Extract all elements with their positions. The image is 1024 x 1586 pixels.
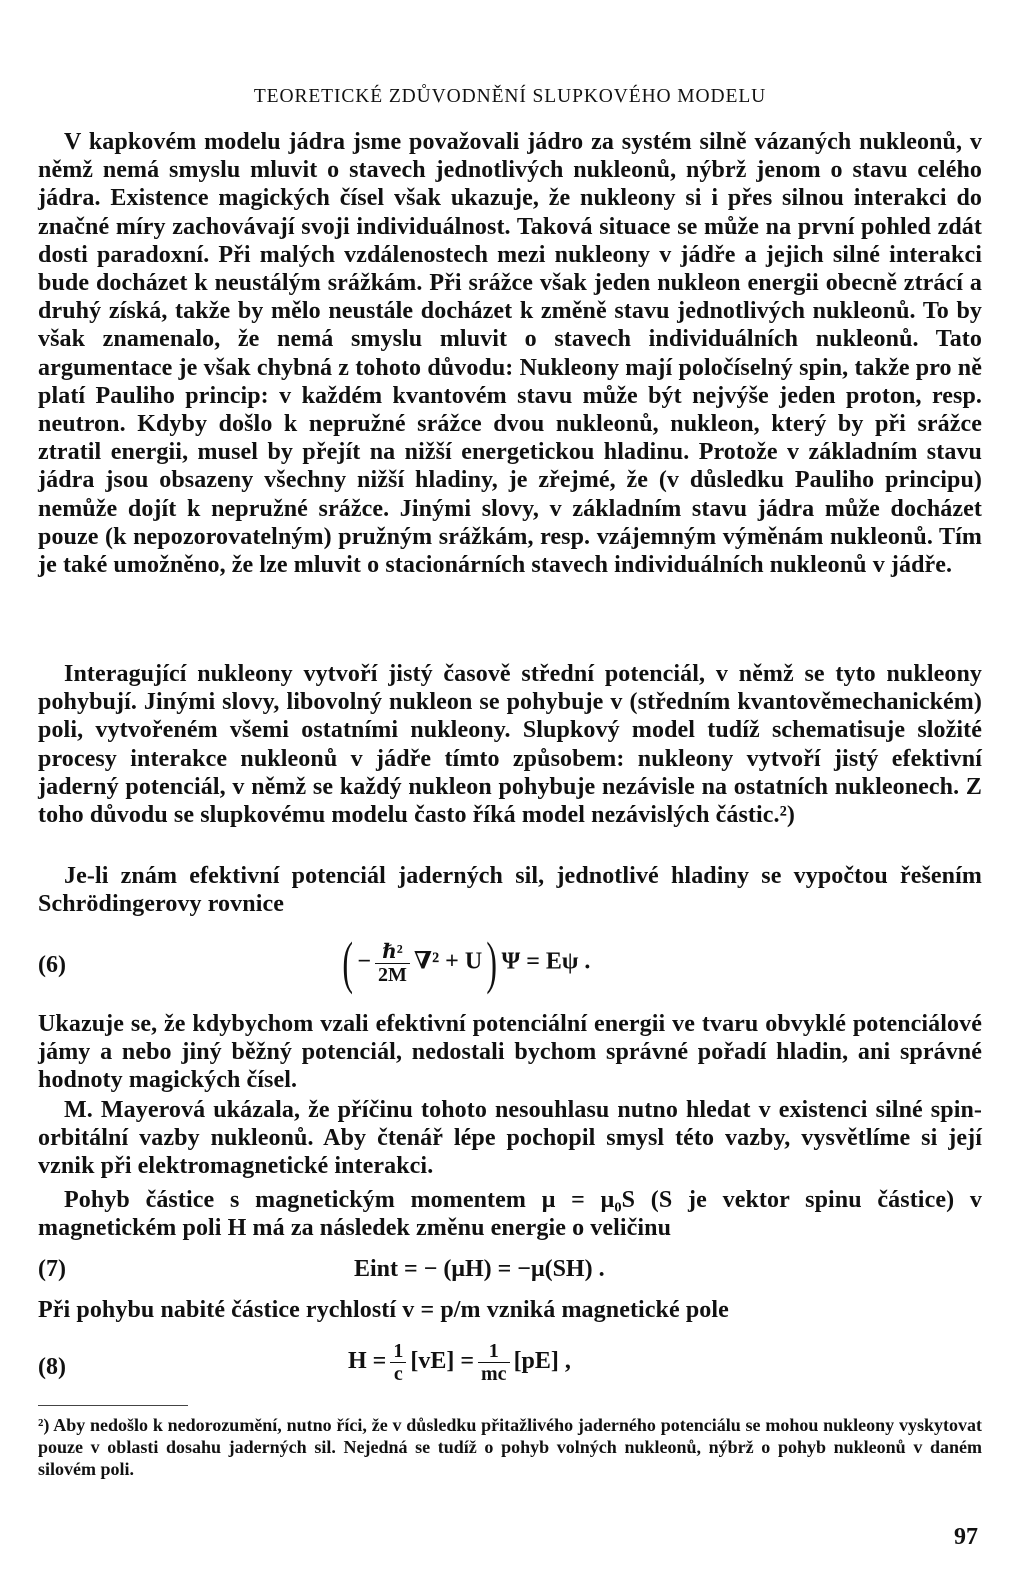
- equation-6: [38, 930, 982, 995]
- equation-6-denominator: 2M: [378, 963, 407, 986]
- footnote-divider: [38, 1405, 188, 1406]
- equation-7-number: (7): [38, 1256, 66, 1282]
- equation-6-number: (6): [38, 952, 66, 978]
- paragraph-4: Ukazuje se, že kdybychom vzali efektivní potenciální energii ve tvaru obvyklé potenciálové jámy a nebo jiný běžný potenciál, nedostali bychom správné pořadí hladin, ani správné hodnoty magických čísel.: [38, 1011, 982, 1094]
- paragraph-6: Pohyb částice s magnetickým momentem μ = μ₀S (S je vektor spinu částice) v magnetickém poli H má za následek změnu energie o veličinu: [38, 1187, 982, 1242]
- equation-8-middle: [vE] =: [410, 1348, 475, 1375]
- equation-8-end: [pE] ,: [513, 1348, 571, 1375]
- footnote: ²) Aby nedošlo k nedorozumění, nutno říci, že v důsledku přitažlivého jaderného potenciálu se mohou nukleony vyskytovat pouze v oblasti dosahu jaderných sil. Nejedná se tudíž o pohyb volných nukleonů, nýbrž o pohyb nukleonů v daném silovém poli.: [38, 1415, 982, 1479]
- equation-8-lhs: H =: [348, 1348, 387, 1375]
- page-header: TEORETICKÉ ZDŮVODNĚNÍ SLUPKOVÉHO MODELU: [253, 86, 767, 107]
- equation-6-numerator: ℏ²: [375, 941, 410, 964]
- equation-7-body: Eint = − (μH) = −μ(SH) .: [354, 1256, 605, 1282]
- paragraph-3: Je-li znám efektivní potenciál jaderných sil, jednotlivé hladiny se vypočtou řešením Schrödingerovy rovnice: [38, 863, 982, 918]
- equation-8-numerator-1: 1: [390, 1340, 406, 1363]
- page: [38, 0, 982, 1586]
- equation-8-denominator-1: c: [393, 1363, 403, 1385]
- equation-8-number: (8): [38, 1354, 66, 1380]
- equation-7: [38, 1256, 982, 1292]
- paragraph-7: Při pohybu nabité částice rychlostí v = p/m vzniká magnetické pole: [38, 1297, 729, 1323]
- equation-8-denominator-2: mc: [481, 1363, 507, 1385]
- equation-6-rhs: Ψ = Eψ .: [501, 948, 591, 975]
- paragraph-2: Interagující nukleony vytvoří jistý časově střední potenciál, v němž se tyto nukleony pohybují. Jinými slovy, libovolný nukleon se pohybuje v (středním kvantověmechanickém) poli, vytvořeném všemi ostatními nukleony. Slupkový model tudíž schematisuje složité procesy interakce nukleonů v jádře tímto způsobem: nukleony vytvoří jistý efektivní jaderný potenciál, v němž se každý nukleon pohybuje nezávisle na ostatních nukleonech. Z toho důvodu se slupkovému modelu často říká model nezávislých částic.²): [38, 661, 982, 829]
- equation-8-numerator-2: 1: [478, 1340, 510, 1363]
- equation-6-operator: ∇² + U: [413, 948, 483, 975]
- equation-8-body: [348, 1340, 571, 1385]
- paragraph-1: V kapkovém modelu jádra jsme považovali jádro za systém silně vázaných nukleonů, v němž nemá smyslu mluvit o stavech jednotlivých nukleonů, nýbrž jenom o stavu celého jádra. Existence magických čísel však ukazuje, že nukleony si i přes silnou interakci do značné míry zachovávají svoji individuálnost. Taková situace se může na první pohled zdát dosti paradoxní. Při malých vzdálenostech mezi nukleony v jádře a jejich silné interakci bude docházet k neustálým srážkám. Při srážce však jeden nukleon energii obecně ztrácí a druhý získá, takže by mělo neustále docházet k změně stavu jednotlivých nukleonů. To by však znamenalo, že nemá smyslu mluvit o stavech individuálních nukleonů. Tato argumentace je však chybná z tohoto důvodu: Nukleony mají poločíselný spin, takže pro ně platí Pauliho princip: v každém kvantovém stavu může být nejvýše jeden proton, resp. neutron. Kdyby došlo k nepružné srážce dvou nukleonů, nukleon, který by při srážce ztratil energii, musel by přejít na nižší energetickou hladinu. Protože v základním stavu jádra jsou obsazeny všechny nižší hladiny, je zřejmé, že (v důsledku Pauliho principu) nemůže dojít k nepružné srážce. Jinými slovy, v základním stavu jádra může docházet pouze (k nepozorovatelným) pružným srážkám, resp. vzájemným výměnám nukleonů. Tím je také umožněno, že lze mluvit o stacionárních stavech individuálních nukleonů v jádře.: [38, 129, 982, 579]
- equation-8: [38, 1336, 982, 1396]
- equation-6-minus: −: [357, 948, 372, 975]
- equation-6-body: ( − $\frac{\text{ℏ²}}{2M}$ ∇² + U) Ψ = Eψ .: [342, 930, 591, 995]
- page-number: 97: [954, 1524, 978, 1550]
- paragraph-5: M. Mayerová ukázala, že příčinu tohoto nesouhlasu nutno hledat v existenci silné spin-orbitální vazby nukleonů. Aby čtenář lépe pochopil smysl této vazby, vysvětlíme si její vznik při elektromagnetické interakci.: [38, 1097, 982, 1180]
